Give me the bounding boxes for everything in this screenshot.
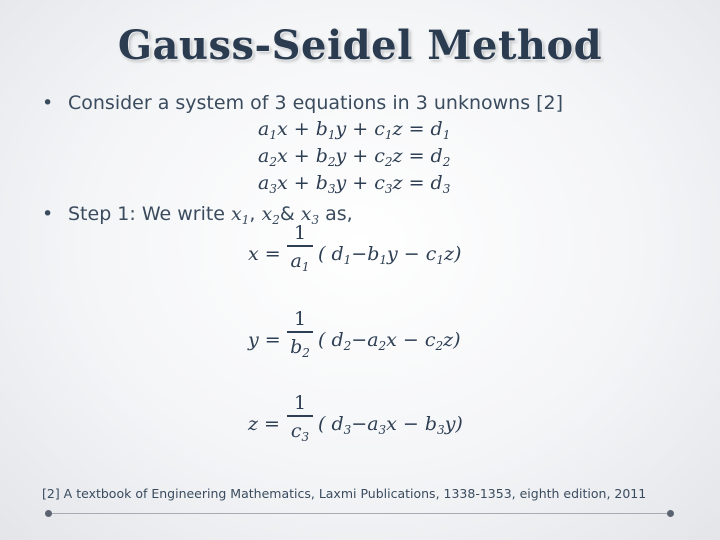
footer-dot-left xyxy=(45,510,52,517)
slide-title: Gauss-Seidel Method xyxy=(117,22,603,69)
solution-y-rhs: ( $d_2-a_2x - c_2z$) xyxy=(318,329,461,353)
solution-z-rhs: ( $d_3-a_3x - b_3y$) xyxy=(318,413,463,437)
bullet-text: Step 1: We write xyxy=(68,203,232,225)
bullet-consider xyxy=(42,92,563,114)
solution-x-lhs: x = xyxy=(248,243,281,265)
solution-y-lhs: y = xyxy=(248,329,281,351)
bullet-marker: • xyxy=(42,92,54,114)
equation-3: $a_3x + b_3y + c_3z = d_3$ xyxy=(258,172,451,196)
bullet-text: Consider a system of 3 equations in 3 unknowns [2] xyxy=(68,92,564,114)
solution-z-fraction: 1 $c_3$ xyxy=(287,392,313,444)
solution-y-fraction: 1 $b_2$ xyxy=(287,308,313,360)
bullet-step1: • Step 1: We write $x_1$, $x_2\&$ $x_3$ as, xyxy=(42,203,353,227)
footer-divider xyxy=(52,513,668,514)
reference-footnote: [2] A textbook of Engineering Mathematics, Laxmi Publications, 1338-1353, eighth edition, 2011 xyxy=(42,486,647,501)
solution-x-fraction: 1 $a_1$ xyxy=(287,222,313,274)
bullet-marker: • xyxy=(42,203,54,225)
equation-2: $a_2x + b_2y + c_2z = d_2$ xyxy=(258,145,451,169)
solution-z-lhs: z = xyxy=(248,413,280,435)
footer-dot-right xyxy=(667,510,674,517)
equation-1: $a_1x + b_1y + c_1z = d_1$ xyxy=(258,118,451,142)
solution-x-rhs: ( $d_1-b_1y - c_1z$) xyxy=(318,243,462,267)
